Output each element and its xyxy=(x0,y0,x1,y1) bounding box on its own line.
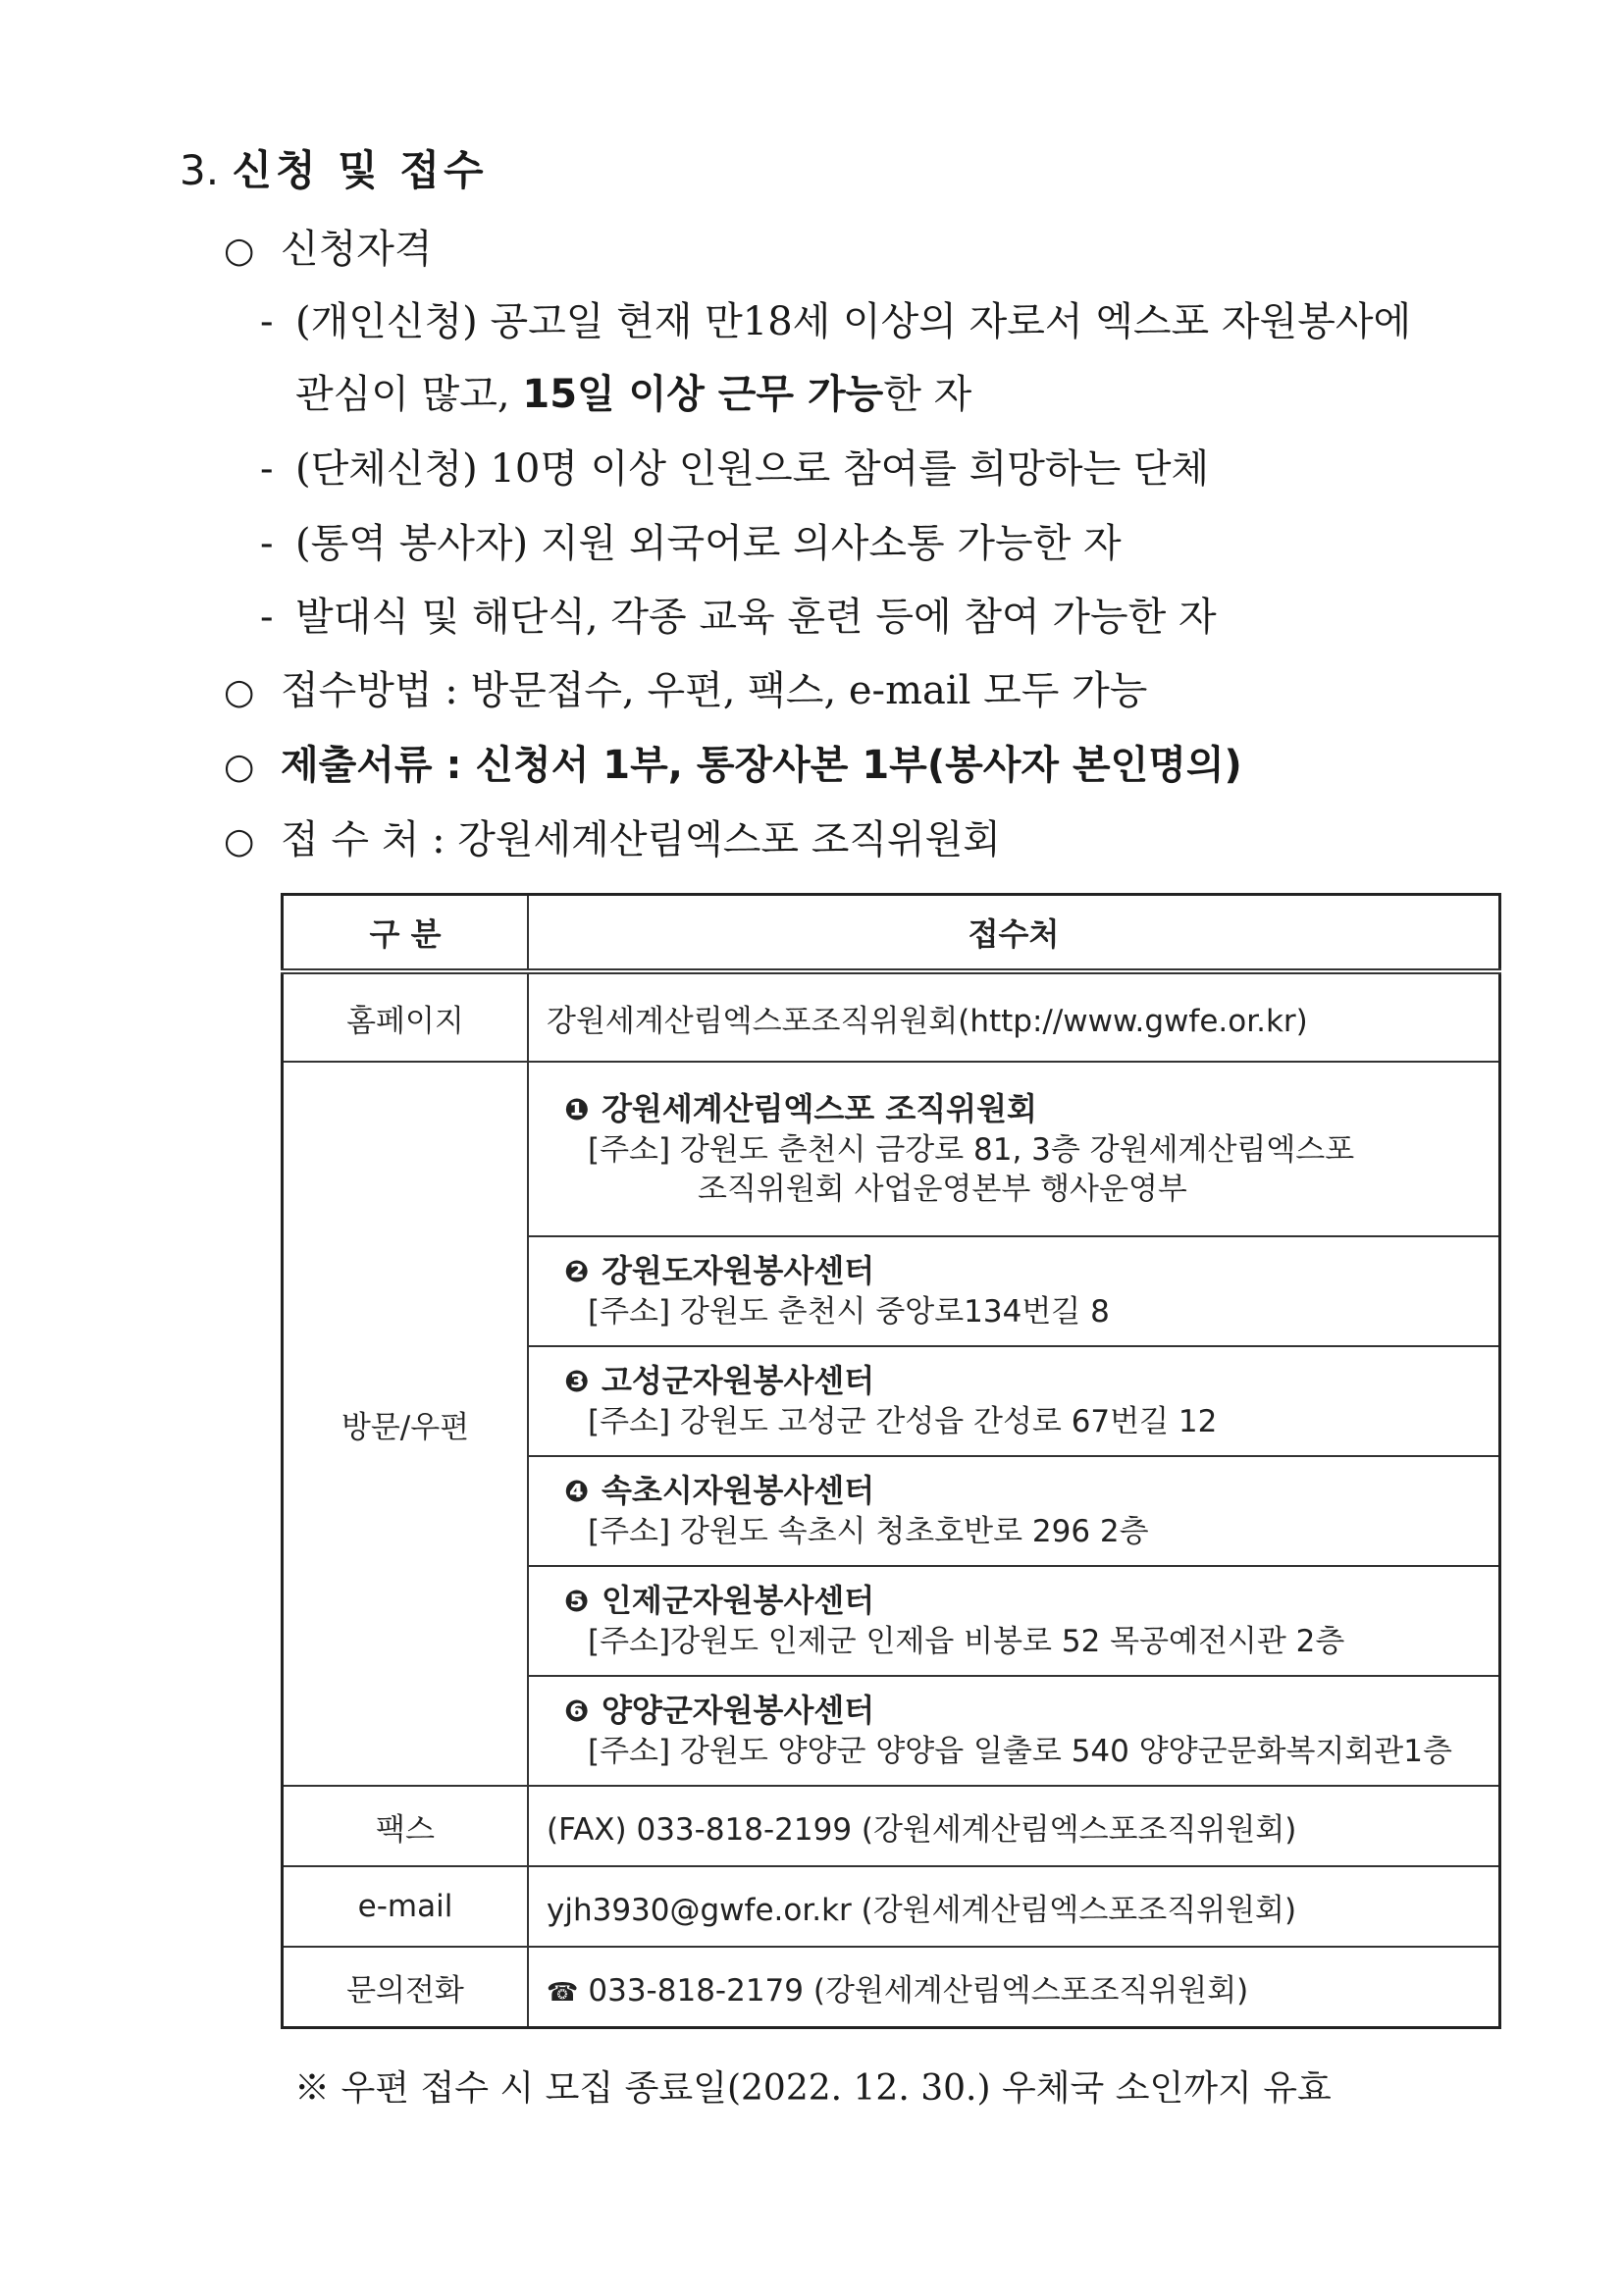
dash-bullet-icon: - xyxy=(260,595,274,640)
table-row xyxy=(283,1866,1500,1947)
center-name: 속초시자원봉사센터 xyxy=(602,1472,875,1509)
qualification-item-group: - (단체신청) 10명 이상 인원으로 참여를 희망하는 단체 xyxy=(260,444,1209,495)
footnote: ※ 우편 접수 시 모집 종료일(2022. 12. 30.) 우체국 소인까지 유효 xyxy=(294,2068,1332,2109)
number-3-icon: ❸ xyxy=(564,1365,590,1399)
reception-table xyxy=(281,893,1501,2029)
homepage-value: 강원세계산림엑스포조직위원회(http://www.gwfe.or.kr) xyxy=(528,971,1500,1062)
qualification-item-individual-cont: 관심이 많고, 15일 이상 근무 가능한 자 xyxy=(295,372,972,417)
center-name: 고성군자원봉사센터 xyxy=(602,1362,875,1399)
header-place: 접수처 xyxy=(528,895,1500,972)
center-address-cont: 조직위원회 사업운영본부 행사운영부 xyxy=(698,1172,1187,1207)
center-name: 강원도자원봉사센터 xyxy=(602,1252,875,1289)
table-row xyxy=(283,971,1500,1062)
qualification-item-ceremony: - 발대식 및 해단식, 각종 교육 훈련 등에 참여 가능한 자 xyxy=(260,592,1217,643)
number-5-icon: ❺ xyxy=(564,1585,590,1619)
center-name: 강원세계산림엑스포 조직위원회 xyxy=(602,1090,1037,1127)
number-2-icon: ❷ xyxy=(564,1255,590,1289)
center-item xyxy=(528,1676,1500,1786)
number-1-icon: ❶ xyxy=(564,1093,590,1127)
center-address: [주소] 강원도 고성군 간성읍 간성로 67번길 12 xyxy=(588,1404,1218,1439)
table-row xyxy=(283,1786,1500,1866)
circle-bullet-icon: ○ xyxy=(224,821,255,861)
dash-bullet-icon: - xyxy=(260,299,274,344)
phone-value: 033-818-2179 (강원세계산림엑스포조직위원회) xyxy=(588,1972,1249,2009)
qualification-heading: ○ 신청자격 xyxy=(224,224,433,277)
method-line: ○ 접수방법 : 방문접수, 우편, 팩스, e-mail 모두 가능 xyxy=(224,665,1147,718)
center-address: [주소]강원도 인제군 인제읍 비봉로 52 목공예전시관 2층 xyxy=(588,1624,1345,1659)
phone-icon: ☎ xyxy=(547,1977,579,2008)
number-6-icon: ❻ xyxy=(564,1695,590,1729)
center-item xyxy=(528,1346,1500,1456)
section-heading xyxy=(180,145,488,196)
center-name: 인제군자원봉사센터 xyxy=(602,1582,875,1619)
table-row xyxy=(283,1062,1500,1236)
header-category: 구 분 xyxy=(283,895,529,972)
section-number: 3. xyxy=(180,146,220,194)
documents-line: ○ 제출서류 : 신청서 1부, 통장사본 1부(봉사자 본인명의) xyxy=(224,740,1242,793)
fax-value: (FAX) 033-818-2199 (강원세계산림엑스포조직위원회) xyxy=(528,1786,1500,1866)
center-item xyxy=(528,1566,1500,1676)
dash-bullet-icon: - xyxy=(260,521,274,566)
dash-bullet-icon: - xyxy=(260,446,274,492)
category-fax: 팩스 xyxy=(283,1786,529,1866)
center-item xyxy=(528,1456,1500,1566)
office-label: 접 수 처 xyxy=(281,817,420,862)
circle-bullet-icon: ○ xyxy=(224,672,255,712)
center-address: [주소] 강원도 속초시 청초호반로 296 2층 xyxy=(588,1514,1149,1549)
phone-cell xyxy=(528,1947,1500,2028)
category-homepage: 홈페이지 xyxy=(283,971,529,1062)
documents-value: 신청서 1부, 통장사본 1부(봉사자 본인명의) xyxy=(475,743,1242,788)
email-value: yjh3930@gwfe.or.kr (강원세계산림엑스포조직위원회) xyxy=(528,1866,1500,1947)
table-row xyxy=(283,1947,1500,2028)
number-4-icon: ❹ xyxy=(564,1475,590,1509)
center-item xyxy=(528,1062,1500,1236)
office-line: ○ 접 수 처 : 강원세계산림엑스포 조직위원회 xyxy=(224,814,1001,867)
method-value: 방문접수, 우편, 팩스, e-mail 모두 가능 xyxy=(470,668,1148,713)
circle-bullet-icon: ○ xyxy=(224,747,255,787)
category-visit-mail: 방문/우편 xyxy=(283,1062,529,1786)
center-address: [주소] 강원도 춘천시 중앙로134번길 8 xyxy=(588,1294,1110,1330)
method-label: 접수방법 xyxy=(281,668,433,713)
center-address: [주소] 강원도 양양군 양양읍 일출로 540 양양군문화복지회관1층 xyxy=(588,1734,1452,1769)
center-item xyxy=(528,1236,1500,1346)
qualification-item-interpreter: - (통역 봉사자) 지원 외국어로 의사소통 가능한 자 xyxy=(260,518,1122,569)
table-header-row xyxy=(283,895,1500,972)
center-name: 양양군자원봉사센터 xyxy=(602,1692,875,1729)
section-title: 신청 및 접수 xyxy=(232,146,488,194)
category-phone: 문의전화 xyxy=(283,1947,529,2028)
documents-label: 제출서류 xyxy=(281,743,433,788)
qualification-item-individual: - (개인신청) 공고일 현재 만18세 이상의 자로서 엑스포 자원봉사에 xyxy=(260,296,1411,347)
highlight-text: 15일 이상 근무 가능 xyxy=(522,372,884,417)
center-address: [주소] 강원도 춘천시 금강로 81, 3층 강원세계산림엑스포 xyxy=(588,1132,1355,1168)
category-email: e-mail xyxy=(283,1866,529,1947)
circle-bullet-icon: ○ xyxy=(224,231,255,271)
office-value: 강원세계산림엑스포 조직위원회 xyxy=(457,817,1001,862)
